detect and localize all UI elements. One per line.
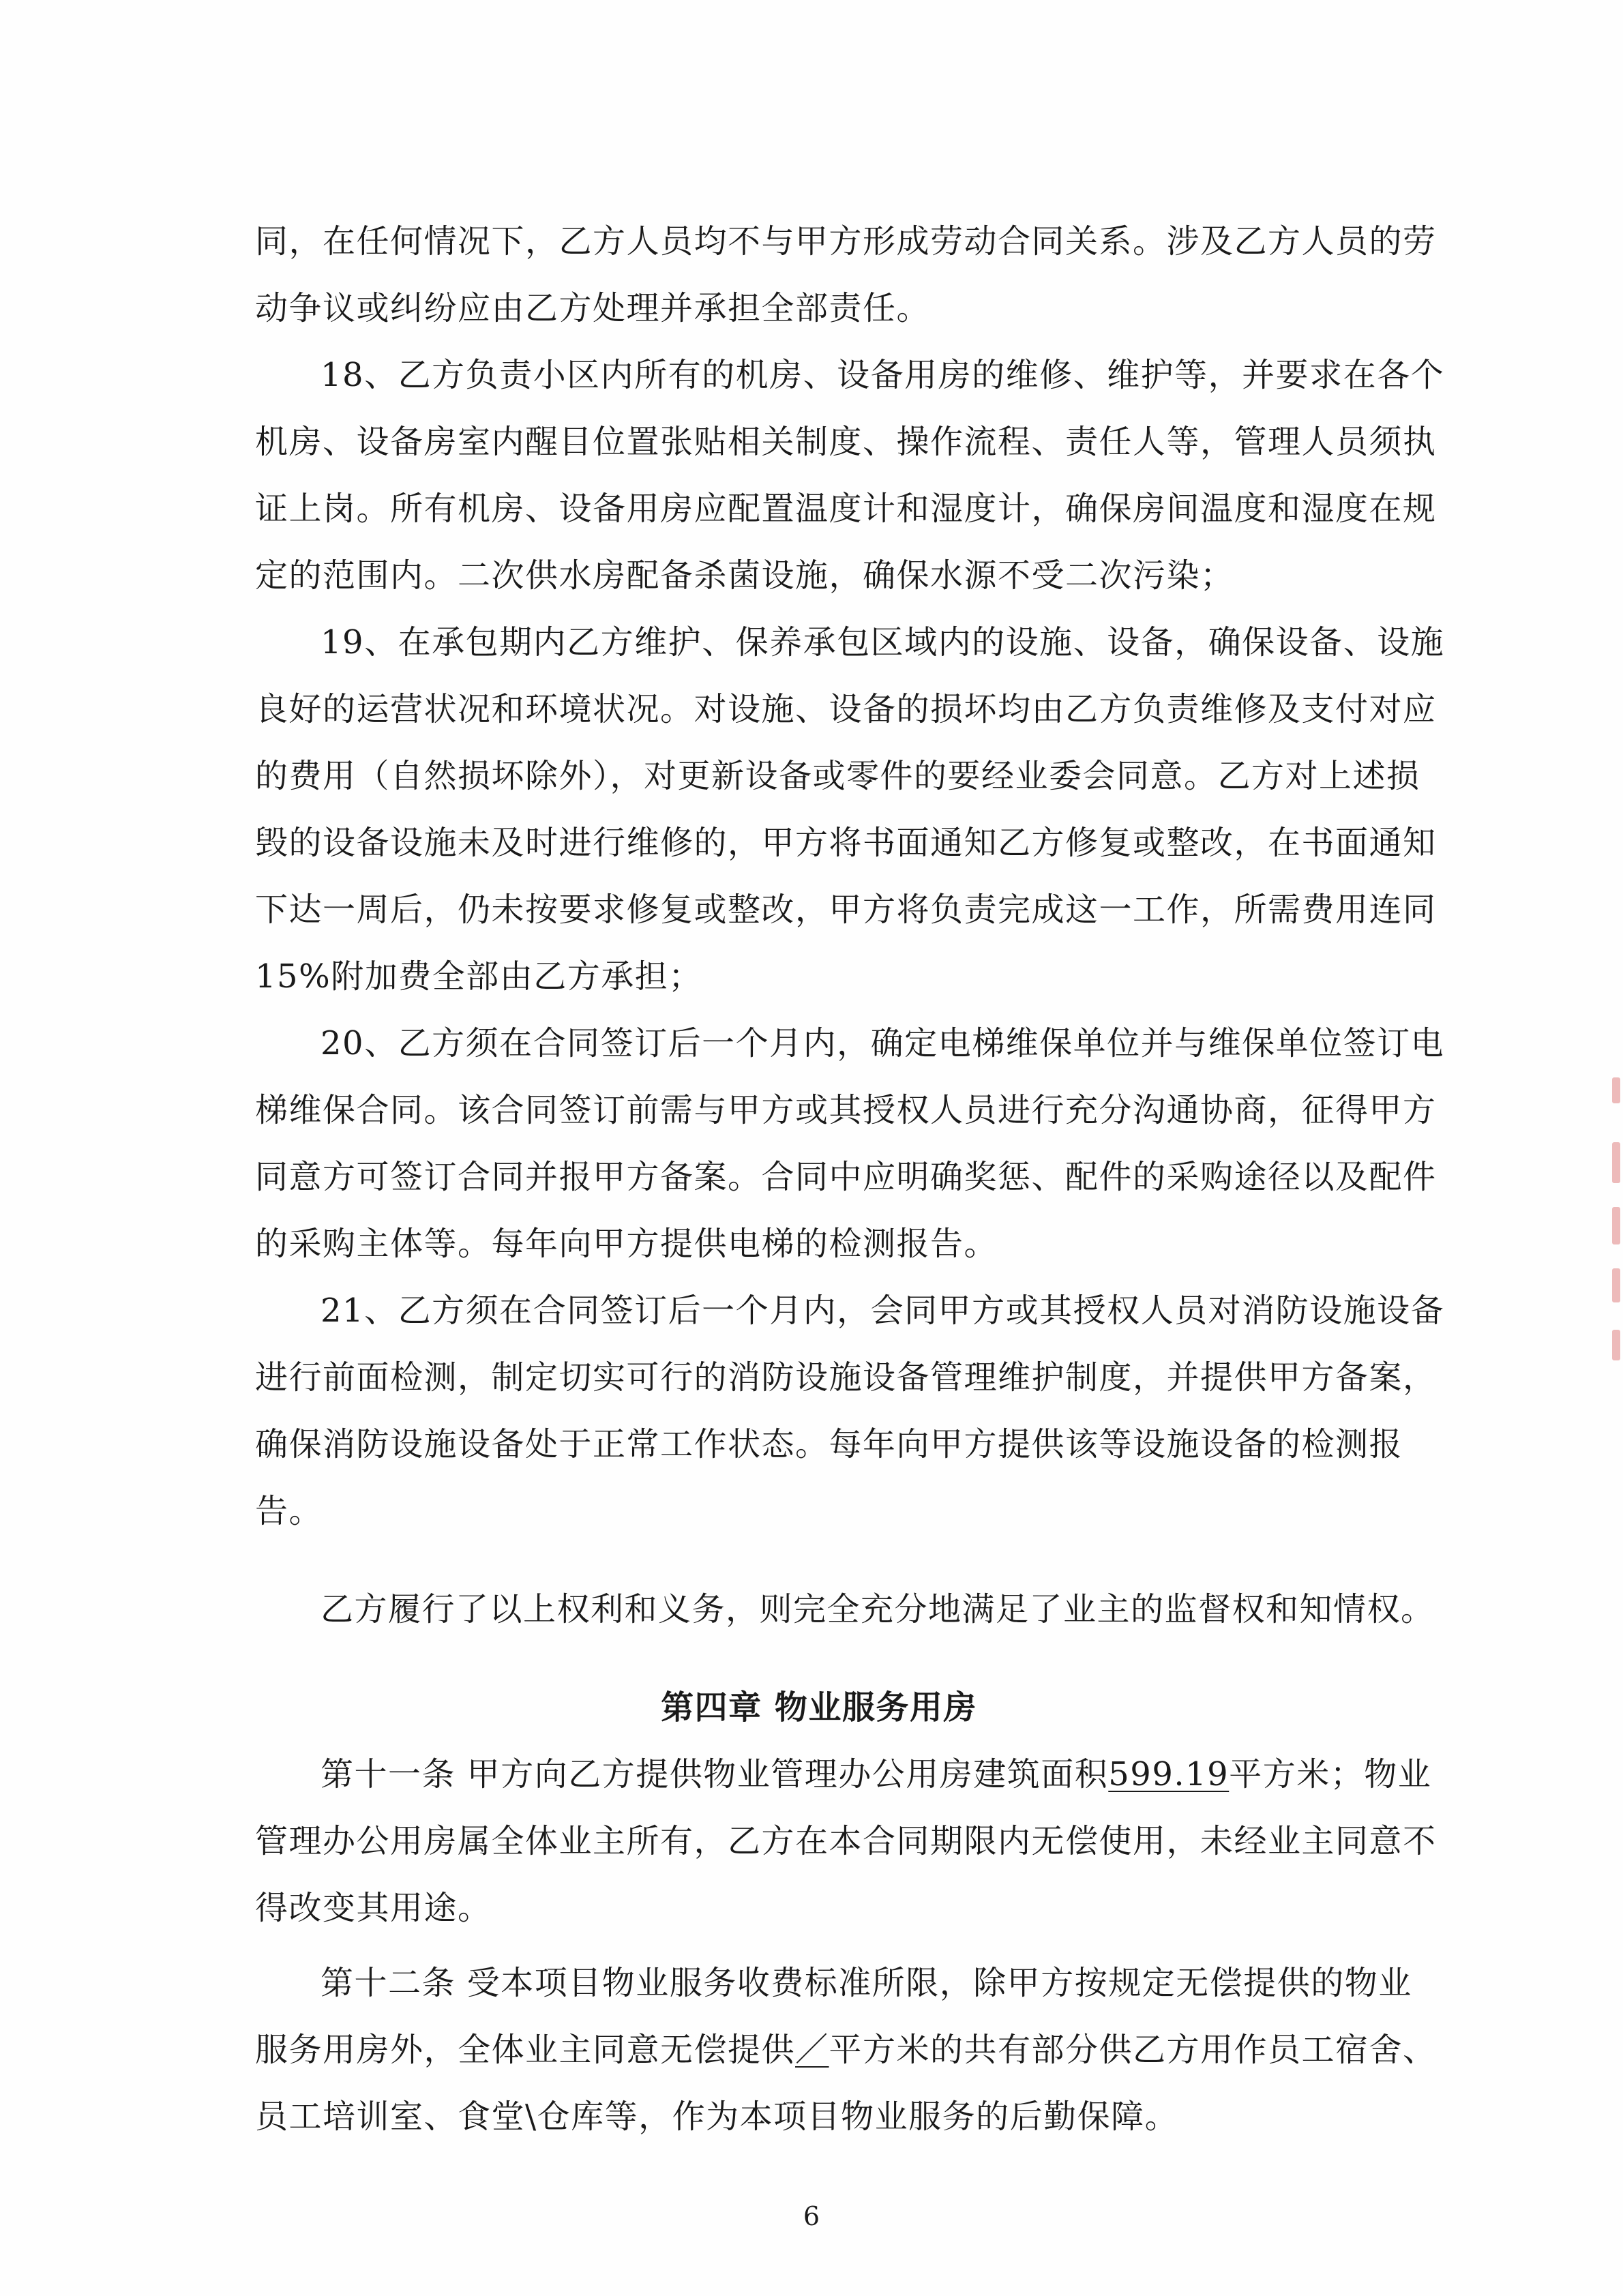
- seal-stamp-edge: [1611, 1077, 1623, 1364]
- text-line: 梯维保合同。该合同签订前需与甲方或其授权人员进行充分沟通协商，征得甲方: [255, 1091, 1437, 1129]
- article-12: 第十二条 受本项目物业服务收费标准所限，除甲方按规定无偿提供的物业: [321, 1964, 1412, 2002]
- office-area-value: 599.19: [1108, 1755, 1230, 1793]
- clause-21: 21、乙方须在合同签订后一个月内，会同甲方或其授权人员对消防设施设备: [321, 1292, 1445, 1330]
- clause-19: 19、在承包期内乙方维护、保养承包区域内的设施、设备，确保设备、设施: [321, 623, 1445, 661]
- text-line: 机房、设备房室内醒目位置张贴相关制度、操作流程、责任人等，管理人员须执: [255, 423, 1437, 461]
- document-body: [255, 208, 1445, 2150]
- article-12-text: 平方米的共有部分供乙方用作员工宿舍、: [829, 2031, 1437, 2069]
- text-line: 确保消防设施设备处于正常工作状态。每年向甲方提供该等设施设备的检测报: [255, 1425, 1403, 1463]
- text-line: 良好的运营状况和环境状况。对设施、设备的损坏均由乙方负责维修及支付对应: [255, 690, 1437, 728]
- spacer: [255, 1643, 1383, 1674]
- clause-20: 20、乙方须在合同签订后一个月内，确定电梯维保单位并与维保单位签订电: [321, 1024, 1445, 1062]
- text-line: 告。: [255, 1492, 323, 1530]
- page-number: 6: [803, 2201, 820, 2231]
- text-line: 的费用（自然损坏除外），对更新设备或零件的要经业委会同意。乙方对上述损: [255, 757, 1420, 795]
- clause-18: 18、乙方负责小区内所有的机房、设备用房的维修、维护等，并要求在各个: [321, 356, 1445, 394]
- shared-area-value: ／: [795, 2031, 829, 2069]
- summary-paragraph: 乙方履行了以上权利和义务，则完全充分地满足了业主的监督权和知情权。: [321, 1590, 1435, 1628]
- text-line: 同意方可签订合同并报甲方备案。合同中应明确奖惩、配件的采购途径以及配件: [255, 1158, 1437, 1196]
- article-11-text: 平方米；物业: [1229, 1755, 1432, 1793]
- text-line: 管理办公用房属全体业主所有，乙方在本合同期限内无偿使用，未经业主同意不: [255, 1822, 1437, 1860]
- chapter-heading: 第四章 物业服务用房: [661, 1688, 977, 1727]
- text-line: 毁的设备设施未及时进行维修的，甲方将书面通知乙方修复或整改，在书面通知: [255, 824, 1437, 862]
- text-line: 定的范围内。二次供水房配备杀菌设施，确保水源不受二次污染；: [255, 556, 1234, 595]
- text-line: 得改变其用途。: [255, 1889, 492, 1927]
- text-line: 的采购主体等。每年向甲方提供电梯的检测报告。: [255, 1225, 998, 1263]
- text-line: 员工培训室、食堂\仓库等，作为本项目物业服务的后勤保障。: [255, 2098, 1179, 2136]
- text-line: 下达一周后，仍未按要求修复或整改，甲方将负责完成这一工作，所需费用连同: [255, 891, 1437, 929]
- text-line: 动争议或纠纷应由乙方处理并承担全部责任。: [255, 289, 931, 327]
- text-line: 进行前面检测，制定切实可行的消防设施设备管理维护制度，并提供甲方备案，: [255, 1358, 1437, 1397]
- article-11-text: 第十一条 甲方向乙方提供物业管理办公用房建筑面积: [321, 1755, 1109, 1793]
- article-11: [255, 1741, 1432, 1808]
- text-line: 15%附加费全部由乙方承担；: [255, 957, 702, 996]
- article-12-line-2: [255, 2016, 1437, 2083]
- text-line: 证上岗。所有机房、设备用房应配置温度计和湿度计，确保房间温度和湿度在规: [255, 490, 1437, 528]
- spacer: [255, 1941, 1383, 1950]
- spacer: [255, 1545, 1383, 1576]
- article-12-text: 服务用房外，全体业主同意无偿提供: [255, 2031, 796, 2069]
- text-line: 同，在任何情况下，乙方人员均不与甲方形成劳动合同关系。涉及乙方人员的劳: [255, 222, 1437, 260]
